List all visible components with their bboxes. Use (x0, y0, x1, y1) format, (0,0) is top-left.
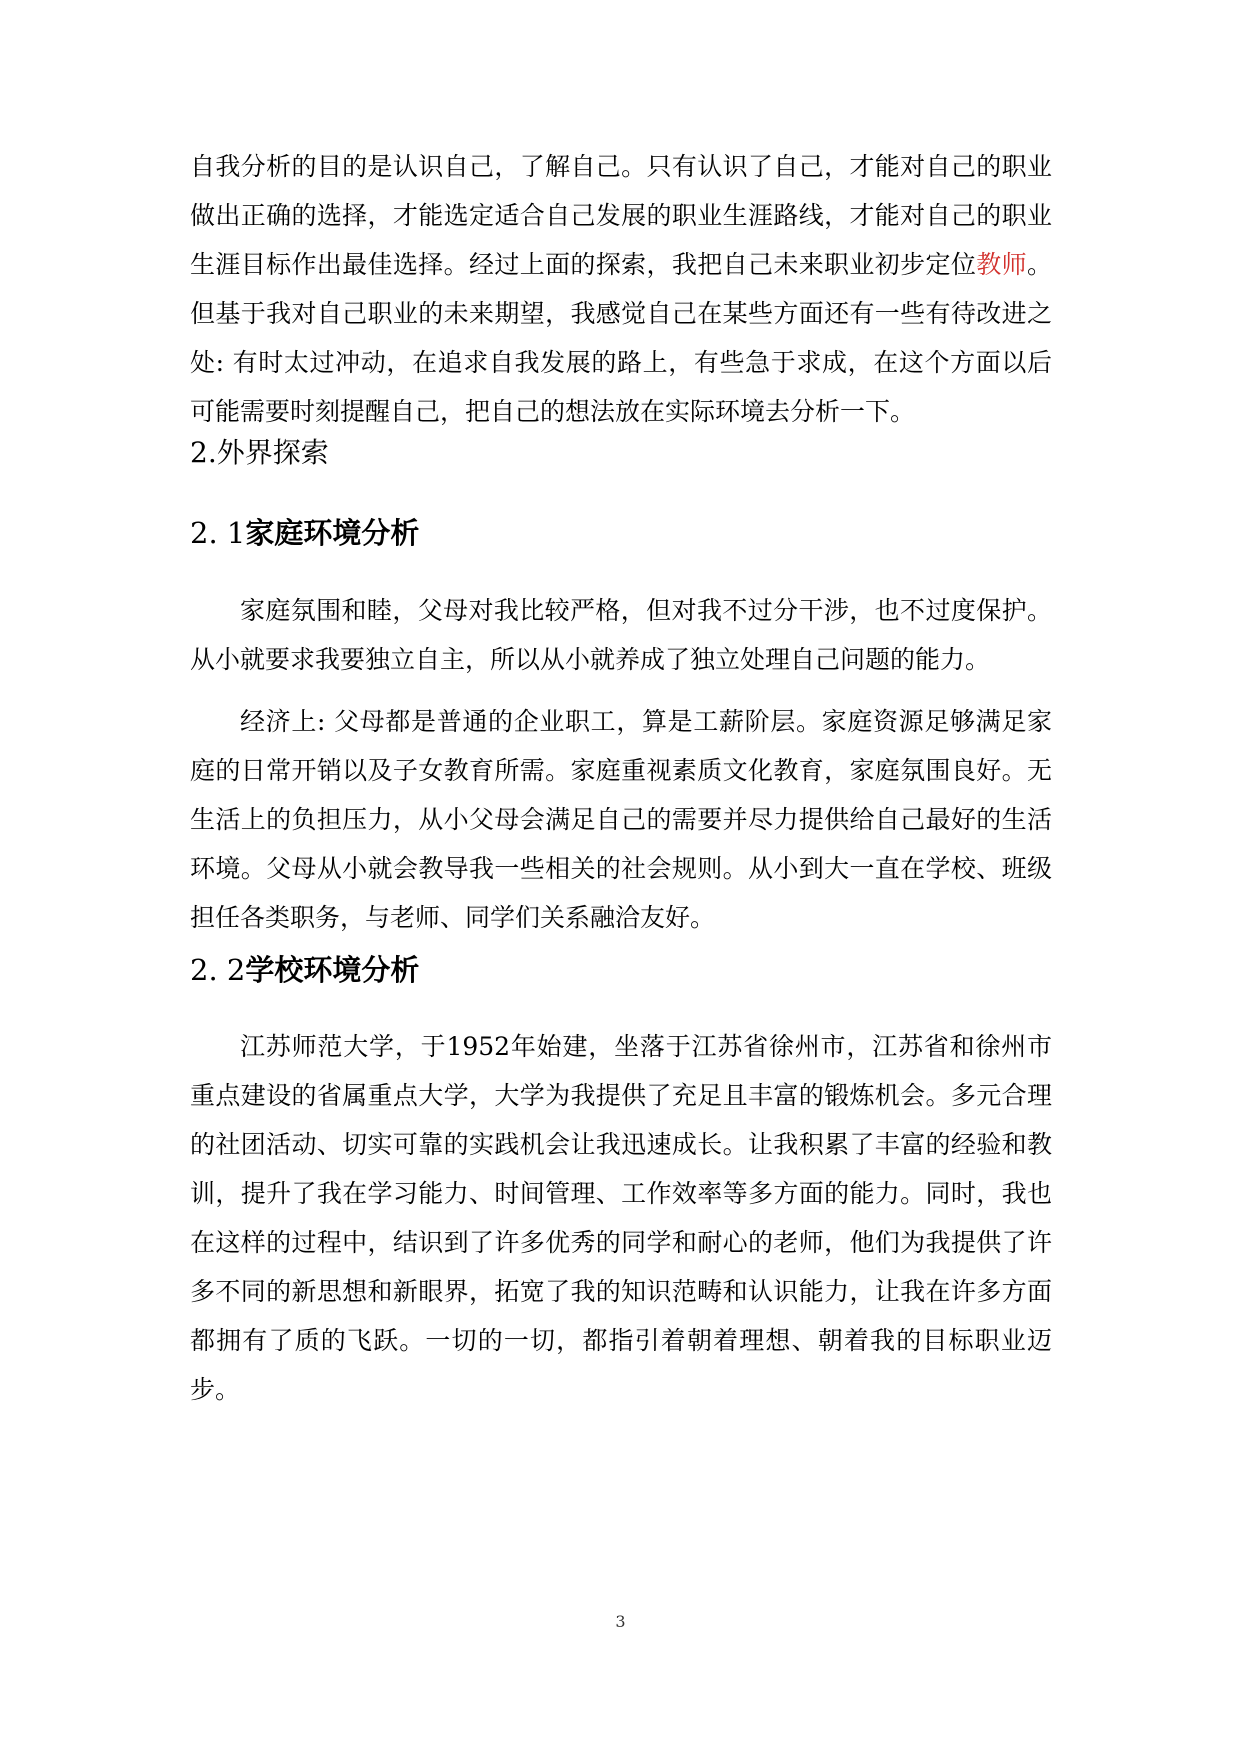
section-number: 2. 1 (190, 516, 246, 550)
highlighted-career-word: 教师 (976, 250, 1027, 279)
intro-text-before: 自我分析的目的是认识自己，了解自己。只有认识了自己，才能对自己的职业做出正确的选择，才能选定适合自己发展的职业生涯路线，才能对自己的职业生涯目标作出最佳选择。经过上面的探索，我把自己未来职业初步定位 (190, 152, 1052, 279)
section-heading-school-environment (190, 950, 419, 990)
section-heading-external-exploration: 2.外界探索 (190, 436, 329, 469)
family-paragraph-2: 经济上: 父母都是普通的企业职工，算是工薪阶层。家庭资源足够满足家庭的日常开销以及子女教育所需。家庭重视素质文化教育，家庭氛围良好。无生活上的负担压力，从小父母会满足自己的需要并尽力提供给自己最好的生活环境。父母从小就会教导我一些相关的社会规则。从小到大一直在学校、班级担任各类职务，与老师、同学们关系融洽友好。 (190, 707, 1052, 932)
section-number: 2. 2 (190, 953, 246, 987)
school-paragraph-1: 江苏师范大学，于1952年始建，坐落于江苏省徐州市，江苏省和徐州市重点建设的省属重点大学，大学为我提供了充足且丰富的锻炼机会。多元合理的社团活动、切实可靠的实践机会让我迅速成长。让我积累了丰富的经验和教训，提升了我在学习能力、时间管理、工作效率等多方面的能力。同时，我也在这样的过程中，结识到了许多优秀的同学和耐心的老师，他们为我提供了许多不同的新思想和新眼界，拓宽了我的知识范畴和认识能力，让我在许多方面都拥有了质的飞跃。一切的一切，都指引着朝着理想、朝着我的目标职业迈步。 (190, 1032, 1052, 1404)
section-heading-family-environment (190, 513, 419, 553)
page-number: 3 (615, 1612, 626, 1631)
family-paragraph-1: 家庭氛围和睦，父母对我比较严格，但对我不过分干涉，也不过度保护。从小就要求我要独立自主，所以从小就养成了独立处理自己问题的能力。 (190, 596, 1052, 674)
section-title: 学校环境分析 (245, 953, 420, 987)
intro-text-after: 。 但基于我对自己职业的未来期望，我感觉自己在某些方面还有一些有待改进之处: 有时太过冲动，在追求自我发展的路上，有些急于求成，在这个方面以后可能需要时刻提醒自己，把自己的想法放在实际环境去分析一下。 (190, 250, 1052, 426)
intro-paragraph (190, 142, 1052, 436)
section-title: 家庭环境分析 (245, 516, 420, 550)
